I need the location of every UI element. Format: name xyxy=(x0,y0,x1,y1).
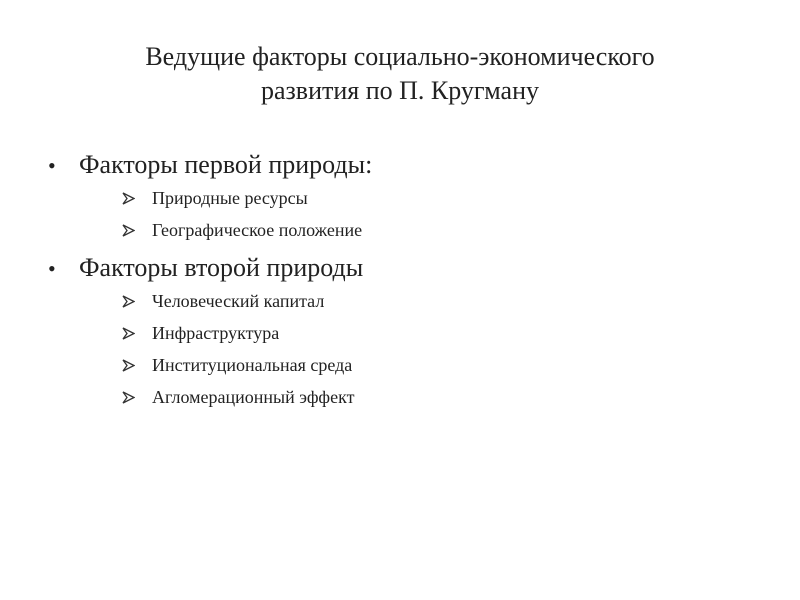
section-first-nature xyxy=(48,148,768,241)
sub-item-label: Человеческий капитал xyxy=(152,291,325,311)
sub-item xyxy=(122,354,768,376)
sub-item-label: Природные ресурсы xyxy=(152,188,308,208)
sub-item xyxy=(122,386,768,408)
arrowhead-bullet-icon xyxy=(122,391,152,404)
bullet-list xyxy=(48,148,768,418)
sub-item xyxy=(122,290,768,312)
section-heading: Факторы первой природы: xyxy=(79,150,373,179)
bullet-icon: • xyxy=(48,256,56,281)
sub-list xyxy=(48,187,768,241)
sub-item-label: Институциональная среда xyxy=(152,355,353,375)
slide-title xyxy=(0,40,800,108)
sub-item-label: Агломерационный эффект xyxy=(152,387,355,407)
sub-list xyxy=(48,290,768,408)
arrowhead-bullet-icon xyxy=(122,359,152,372)
sub-item xyxy=(122,322,768,344)
sub-item-label: Географическое положение xyxy=(152,220,363,240)
section-second-nature xyxy=(48,251,768,408)
arrowhead-bullet-icon xyxy=(122,192,152,205)
sub-item xyxy=(122,219,768,241)
sub-item-label: Инфраструктура xyxy=(152,323,280,343)
sub-item xyxy=(122,187,768,209)
arrowhead-bullet-icon xyxy=(122,224,152,237)
bullet-icon: • xyxy=(48,153,56,178)
slide-title-line-1: Ведущие факторы социально-экономического xyxy=(145,42,655,71)
arrowhead-bullet-icon xyxy=(122,295,152,308)
section-heading: Факторы второй природы xyxy=(79,253,364,282)
slide-title-line-2: развития по П. Кругману xyxy=(261,76,539,105)
arrowhead-bullet-icon xyxy=(122,327,152,340)
